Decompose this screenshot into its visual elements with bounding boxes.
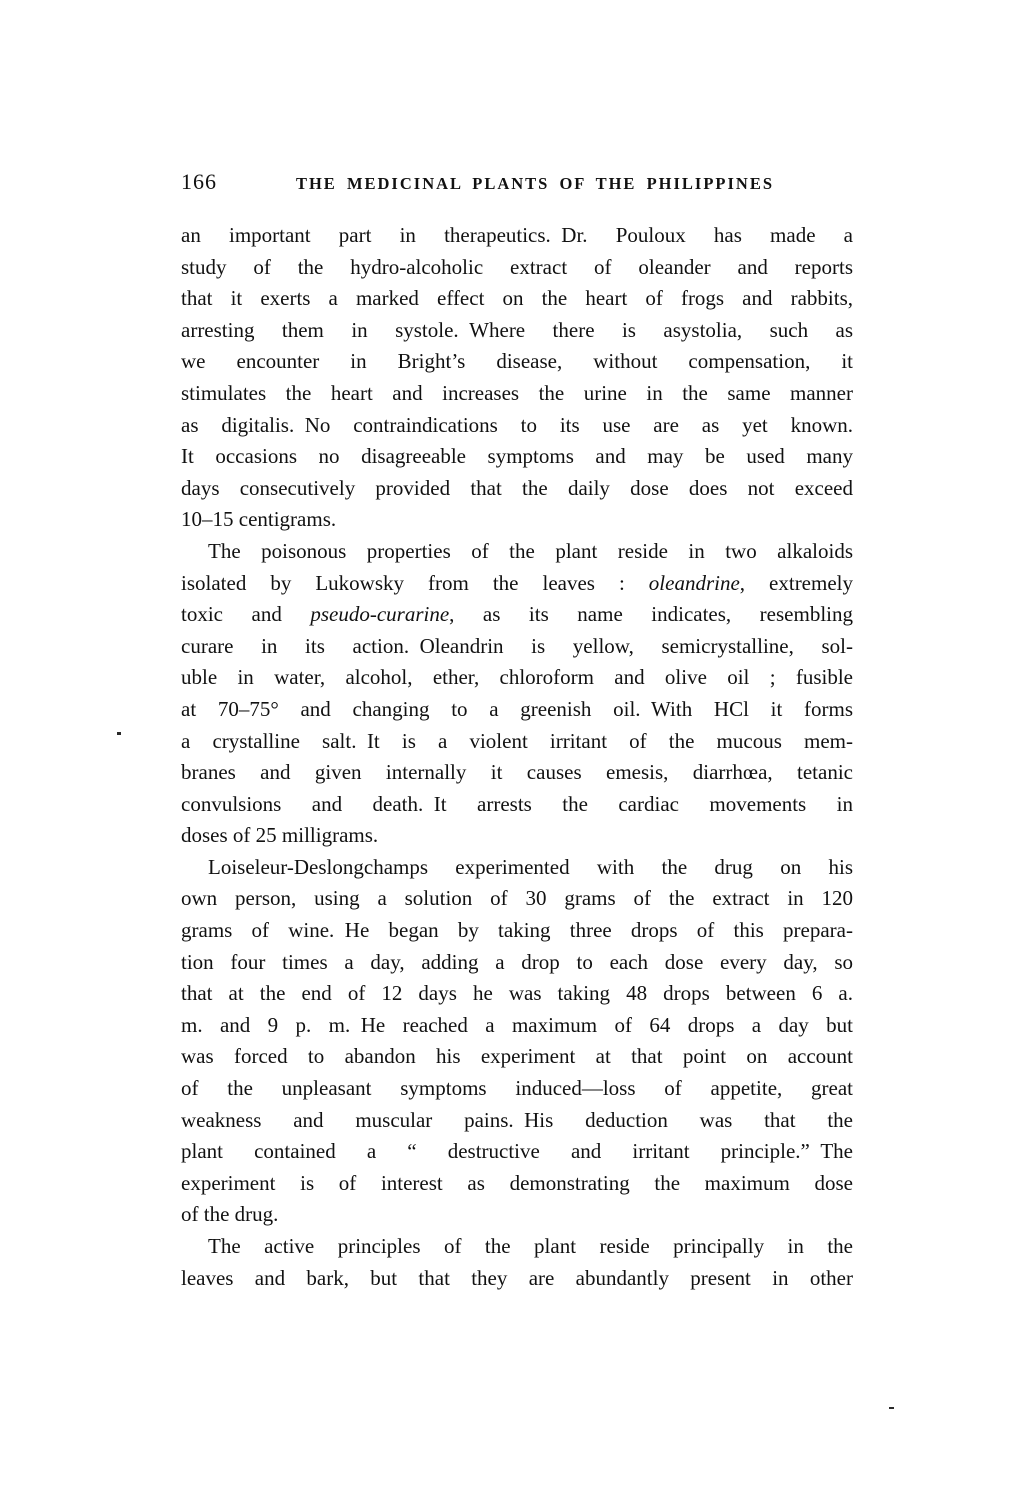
text-segment: of the unpleasant symptoms induced—loss of appetite, great: [181, 1076, 853, 1101]
text-line: [181, 220, 853, 252]
text-line: [181, 662, 853, 694]
text-line: [181, 441, 853, 473]
text-segment: The poisonous properties of the plant reside in two alkaloids: [208, 538, 853, 563]
text-line: [181, 1263, 853, 1295]
text-line: [181, 757, 853, 789]
text-segment: own person, using a solution of 30 grams of the extract in 120: [181, 886, 853, 911]
text-line: [181, 1199, 853, 1231]
text-line: [181, 915, 853, 947]
text-line: [181, 473, 853, 505]
text-line: [181, 726, 853, 758]
text-segment: that at the end of 12 days he was taking 48 drops between 6 a.: [181, 981, 853, 1006]
text-line: [181, 599, 853, 631]
text-line: [181, 789, 853, 821]
text-column: [181, 170, 853, 1294]
text-segment: as digitalis. No contraindications to its use are as yet known.: [181, 412, 853, 437]
text-line: [181, 1010, 853, 1042]
page-number: 166: [181, 169, 217, 194]
text-segment: 10–15 centigrams.: [181, 507, 337, 532]
text-line: [181, 283, 853, 315]
text-line: [181, 346, 853, 378]
text-segment: weakness and muscular pains. His deduction was that the: [181, 1107, 853, 1132]
text-segment: uble in water, alcohol, ether, chloroform and olive oil ; fusible: [181, 665, 853, 690]
text-segment: plant contained a “ destructive and irritant principle.” The: [181, 1139, 853, 1164]
text-segment: isolated by Lukowsky from the leaves :: [181, 570, 649, 595]
text-segment: of the drug.: [181, 1202, 279, 1227]
text-segment: that it exerts a marked effect on the heart of frogs and rabbits,: [181, 286, 853, 311]
text-line: [181, 410, 853, 442]
text-line: [181, 947, 853, 979]
text-line: [181, 315, 853, 347]
body-text: [181, 220, 853, 1294]
text-segment: an important part in therapeutics. Dr. Pouloux has made a: [181, 223, 853, 247]
text-segment: m. and 9 p. m. He reached a maximum of 64 drops a day but: [181, 1012, 853, 1037]
text-line: [181, 1105, 853, 1137]
text-segment: experiment is of interest as demonstrating the maximum dose: [181, 1170, 853, 1195]
scan-speck: [889, 1407, 894, 1409]
text-segment: tion four times a day, adding a drop to each dose every day, so: [181, 949, 853, 974]
text-segment: It occasions no disagreeable symptoms and may be used many: [181, 444, 853, 469]
text-segment: leaves and bark, but that they are abundantly present in other: [181, 1265, 853, 1290]
text-segment: was forced to abandon his experiment at that point on account: [181, 1044, 853, 1069]
text-line: [181, 1168, 853, 1200]
text-line: [181, 568, 853, 600]
text-segment: branes and given internally it causes emesis, diarrhœa, tetanic: [181, 760, 853, 785]
text-line: [181, 820, 853, 852]
text-line: [181, 252, 853, 284]
text-line: [181, 694, 853, 726]
text-line: [181, 1231, 853, 1263]
text-segment: stimulates the heart and increases the urine in the same manner: [181, 380, 853, 405]
text-segment: arresting them in systole. Where there is asystolia, such as: [181, 317, 853, 342]
text-line: [181, 852, 853, 884]
text-segment: , as its name indicates, resembling: [449, 602, 853, 627]
text-line: [181, 631, 853, 663]
text-segment: , extremely: [739, 570, 853, 595]
text-segment: we encounter in Bright’s disease, without compensation, it: [181, 349, 853, 374]
text-line: [181, 883, 853, 915]
text-segment: study of the hydro-alcoholic extract of oleander and reports: [181, 254, 853, 279]
text-line: [181, 1041, 853, 1073]
text-line: [181, 378, 853, 410]
italic-term: oleandrine: [648, 570, 740, 595]
scan-speck: [117, 732, 121, 735]
text-segment: at 70–75° and changing to a greenish oil. With HCl it forms: [181, 696, 853, 721]
text-segment: doses of 25 milligrams.: [181, 823, 379, 848]
page-header-title: THE MEDICINAL PLANTS OF THE PHILIPPINES: [295, 174, 775, 193]
running-header: [181, 170, 853, 194]
text-segment: grams of wine. He began by taking three drops of this prepara-: [181, 918, 853, 943]
text-line: [181, 978, 853, 1010]
text-segment: days consecutively provided that the daily dose does not exceed: [181, 475, 853, 500]
text-segment: toxic and: [181, 602, 311, 627]
text-segment: curare in its action. Oleandrin is yellow, semicrystalline, sol-: [181, 633, 853, 658]
text-line: [181, 1136, 853, 1168]
text-line: [181, 1073, 853, 1105]
text-segment: convulsions and death. It arrests the cardiac movements in: [181, 791, 853, 816]
text-line: [181, 536, 853, 568]
text-segment: The active principles of the plant reside principally in the: [208, 1234, 853, 1258]
text-segment: Loiseleur-Deslongchamps experimented with the drug on his: [208, 854, 853, 879]
text-segment: a crystalline salt. It is a violent irritant of the mucous mem-: [181, 728, 853, 753]
italic-term: pseudo-curarine: [310, 602, 450, 627]
text-line: [181, 504, 853, 536]
